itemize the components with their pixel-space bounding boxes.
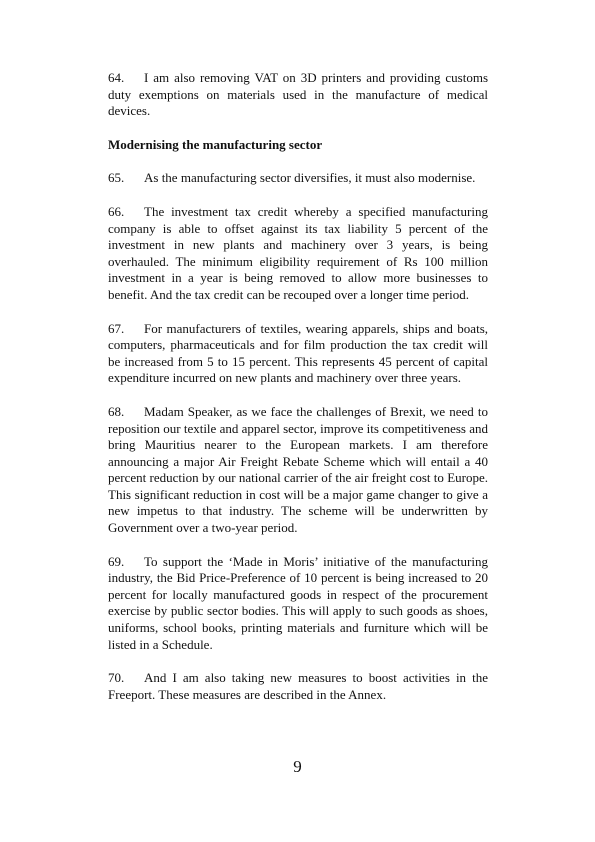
paragraph-text: The investment tax credit whereby a specified manufacturing company is able to offset against its tax liability 5 percent of the investment in new plants and machinery over 3 years, is being overhauled. The minimum eligibility requirement of Rs 100 million investment in a year is being removed to allow more businesses to benefit. And the tax credit can be recouped over a longer time period. xyxy=(108,203,488,302)
paragraph-text: For manufacturers of textiles, wearing apparels, ships and boats, computers, pharmaceuticals and for film production the tax credit will be increased from 5 to 15 percent. This represents 45 percent of capital expenditure incurred on new plants and machinery over three years. xyxy=(108,320,488,386)
paragraph-number: 69. xyxy=(108,553,125,569)
paragraph-number: 65. xyxy=(108,170,125,186)
section-heading: Modernising the manufacturing sector xyxy=(108,136,323,152)
paragraph-69 xyxy=(108,554,488,654)
paragraph-text: As the manufacturing sector diversifies, it must also modernise. xyxy=(144,170,476,186)
paragraph-number: 66. xyxy=(108,203,125,219)
paragraph-number: 64. xyxy=(108,70,125,85)
paragraph-67 xyxy=(108,321,488,387)
paragraph-text: And I am also taking new measures to boost activities in the Freeport. These measures are described in the Annex. xyxy=(108,670,488,702)
paragraph-66 xyxy=(108,204,488,304)
paragraph-text: Madam Speaker, as we face the challenges of Brexit, we need to reposition our textile and apparel sector, improve its competitiveness and bring Mauritius nearer to the European markets. I am therefore announcing a major Air Freight Rebate Scheme which will entail a 40 percent reduction by our national carrier of the air freight cost to Europe. This significant reduction in cost will be a major game changer to give a new impetus to that industry. The scheme will be underwritten by Government over a two-year period. xyxy=(108,403,488,536)
paragraph-65 xyxy=(108,170,488,187)
paragraph-number: 70. xyxy=(108,670,125,686)
document-body xyxy=(108,70,488,720)
paragraph-70 xyxy=(108,670,488,703)
paragraph-68 xyxy=(108,404,488,537)
paragraph-text: To support the ‘Made in Moris’ initiative of the manufacturing industry, the Bid Price-Preference of 10 percent is being increased to 20 percent for locally manufactured goods in respect of the procurement exercise by public sector bodies. This will apply to such goods as shoes, uniforms, school books, printing materials and furniture which will be listed in a Schedule. xyxy=(108,553,488,652)
paragraph-text: I am also removing VAT on 3D printers and providing customs duty exemptions on materials used in the manufacture of medical devices. xyxy=(108,70,488,119)
paragraph-number: 67. xyxy=(108,320,125,336)
paragraph-64 xyxy=(108,70,488,120)
paragraph-number: 68. xyxy=(108,403,125,419)
page-number: 9 xyxy=(293,757,302,776)
